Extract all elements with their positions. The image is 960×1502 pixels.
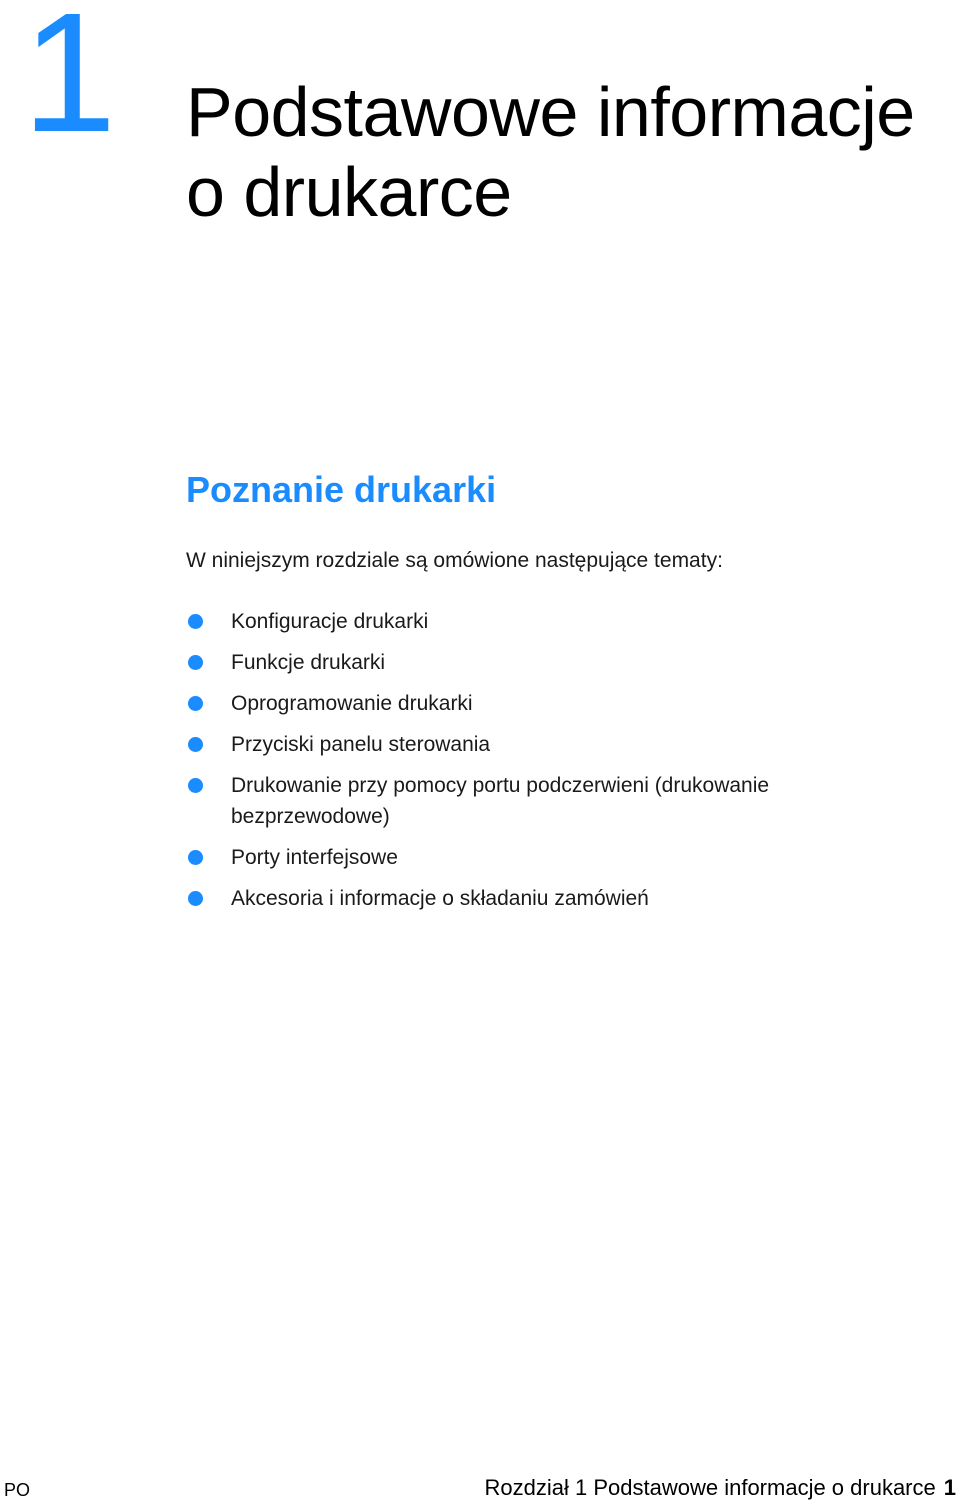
bullet-icon xyxy=(188,850,203,865)
list-item-label: Funkcje drukarki xyxy=(231,651,386,674)
topic-list xyxy=(186,606,886,924)
chapter-number: 1 xyxy=(22,0,117,168)
list-item xyxy=(186,770,886,832)
bullet-icon xyxy=(188,778,203,793)
bullet-icon xyxy=(188,737,203,752)
footer-chapter-ref xyxy=(485,1474,956,1502)
list-item xyxy=(186,647,886,678)
section-intro: W niniejszym rozdziale są omówione następujące tematy: xyxy=(186,549,723,572)
list-item-label: Oprogramowanie drukarki xyxy=(231,692,473,715)
bullet-icon xyxy=(188,891,203,906)
footer-locale: PO xyxy=(4,1480,31,1500)
list-item xyxy=(186,729,886,760)
chapter-title: Podstawowe informacje o drukarce xyxy=(186,73,915,231)
list-item xyxy=(186,606,886,637)
list-item xyxy=(186,842,886,873)
page-number: 1 xyxy=(943,1475,956,1500)
list-item-label: Drukowanie przy pomocy portu podczerwieni (drukowanie bezprzewodowe) xyxy=(231,774,770,828)
bullet-icon xyxy=(188,696,203,711)
list-item xyxy=(186,883,886,914)
list-item-label: Konfiguracje drukarki xyxy=(231,610,429,633)
footer-chapter-title: Rozdział 1 Podstawowe informacje o drukarce xyxy=(484,1475,936,1500)
list-item-label: Przyciski panelu sterowania xyxy=(231,733,491,756)
list-item xyxy=(186,688,886,719)
section-heading: Poznanie drukarki xyxy=(186,469,497,510)
list-item-label: Akcesoria i informacje o składaniu zamówień xyxy=(231,887,649,910)
bullet-icon xyxy=(188,655,203,670)
bullet-icon xyxy=(188,614,203,629)
list-item-label: Porty interfejsowe xyxy=(231,846,398,869)
